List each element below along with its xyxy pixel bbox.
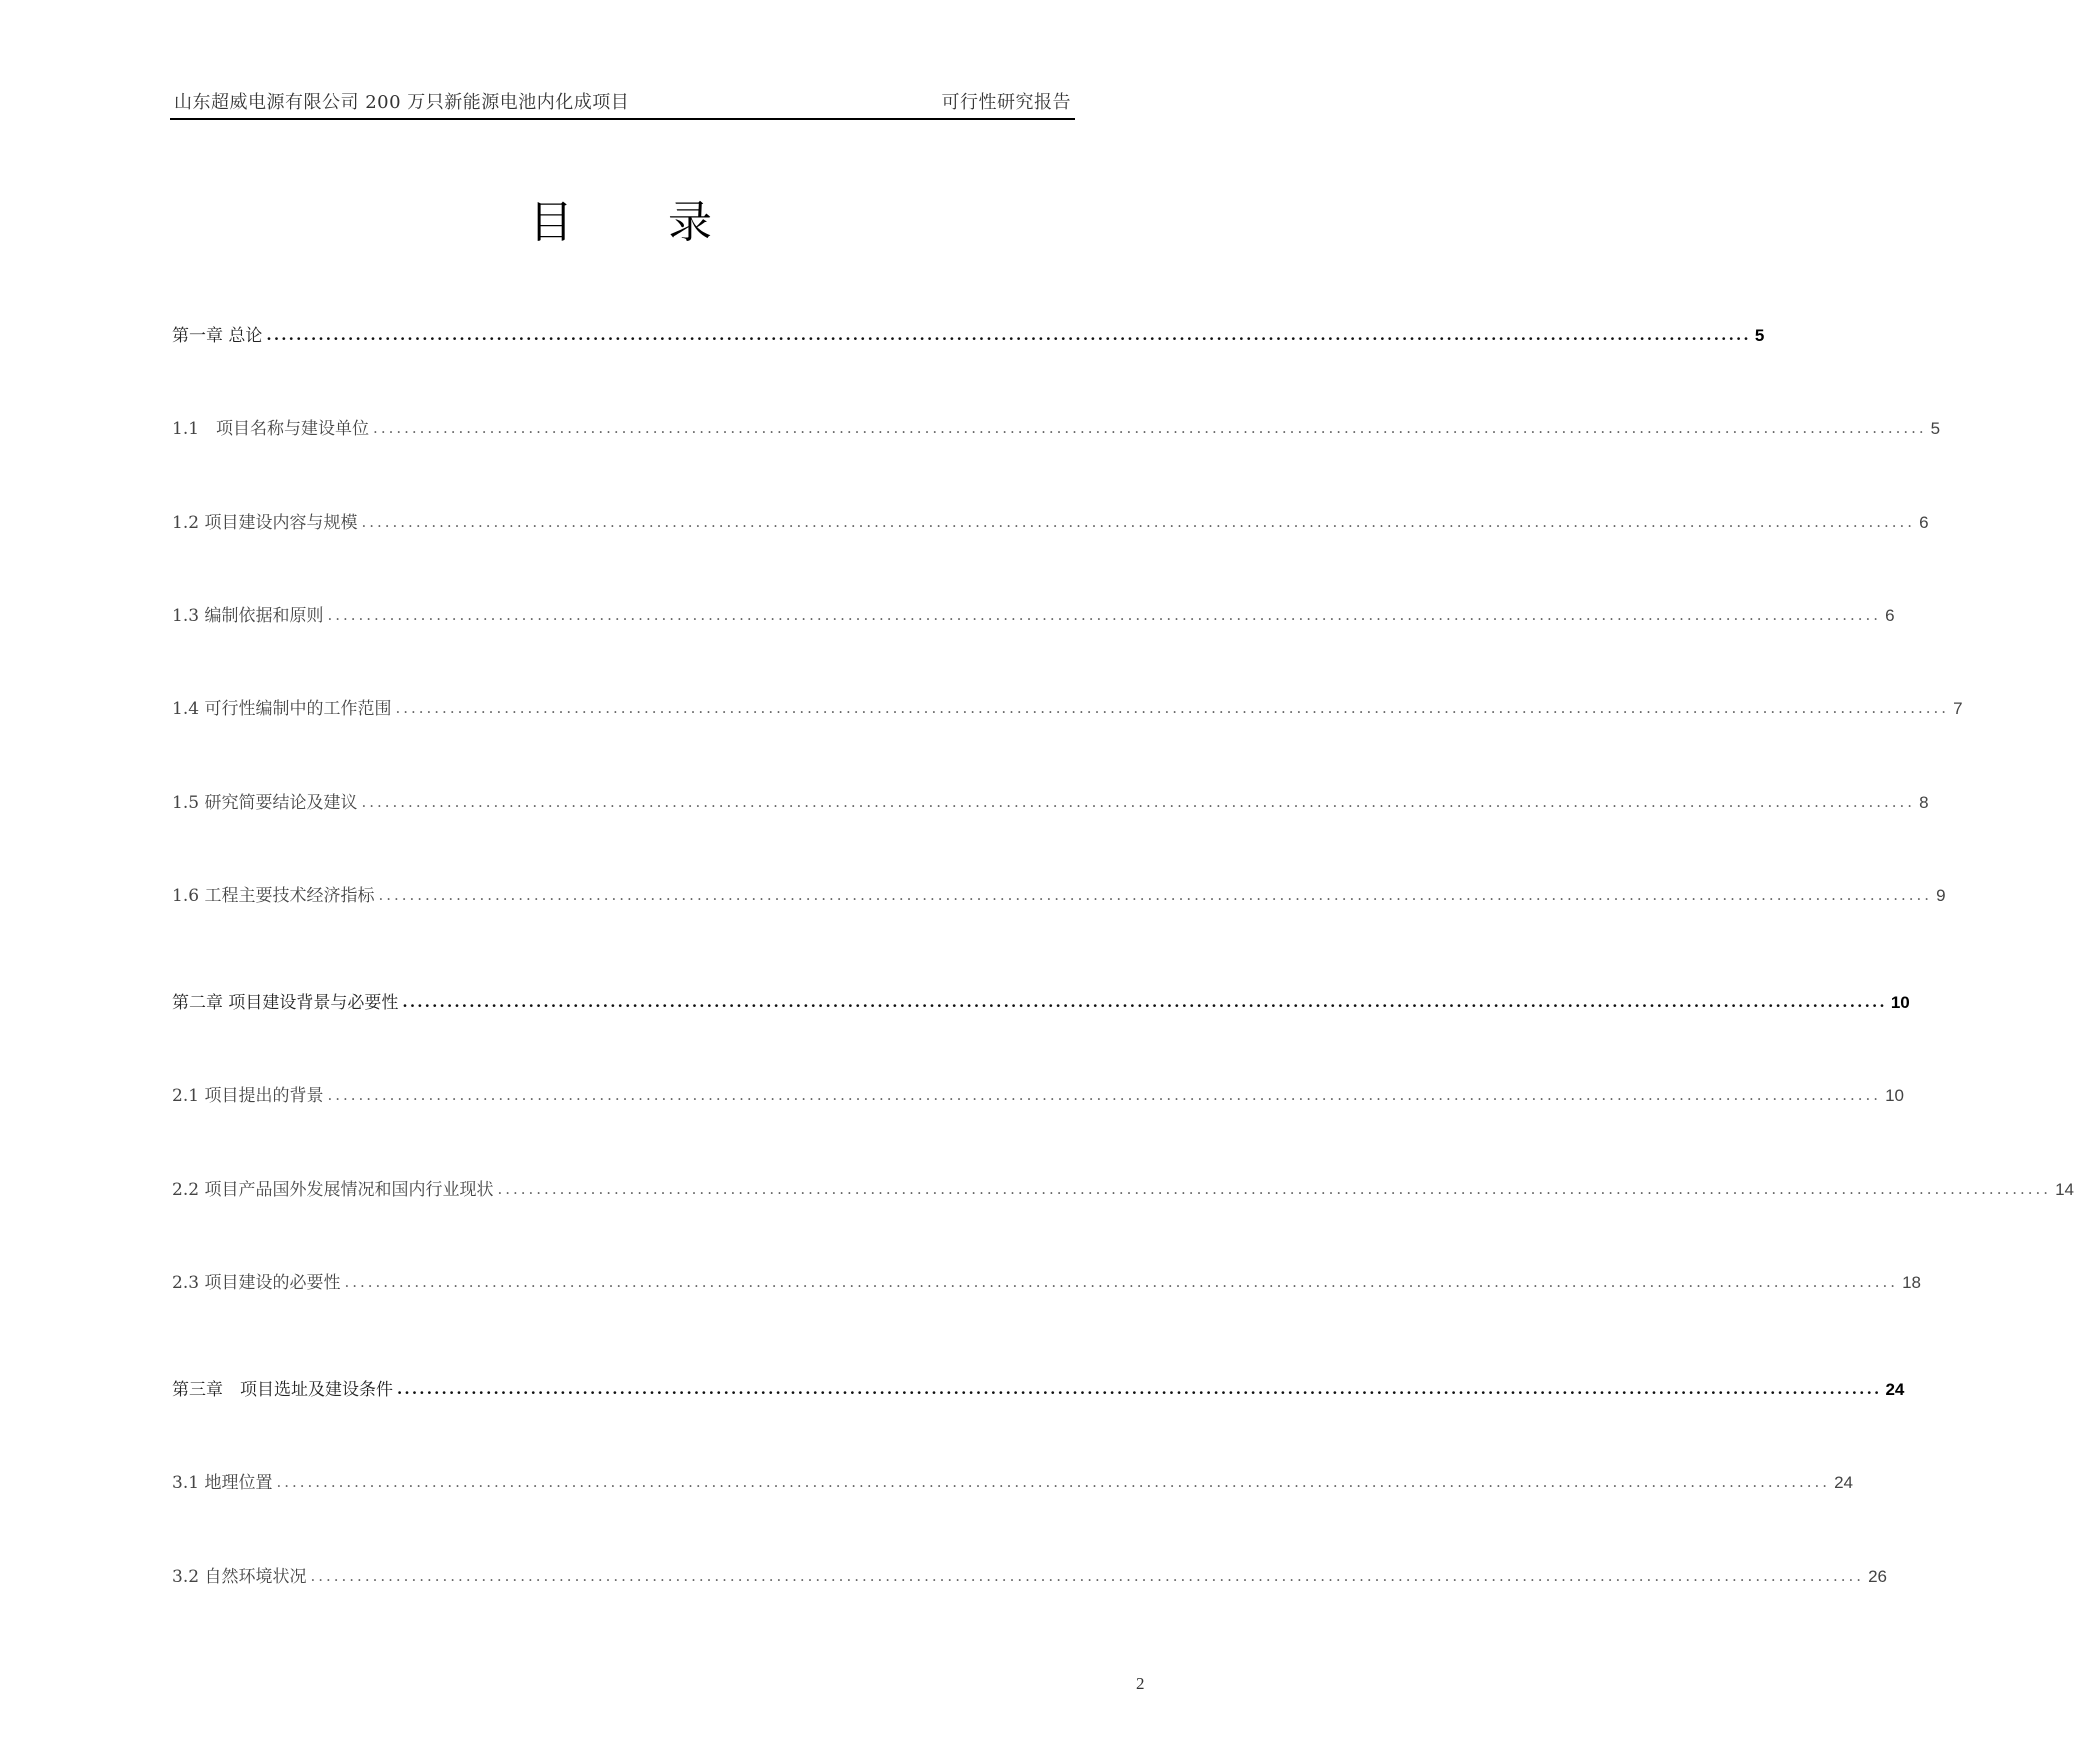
toc-entry-page: 10 [1890, 993, 1910, 1012]
toc-dot-leader: ........................................................................................................................................................................................................ [373, 419, 1927, 437]
toc-entry-label: 1.4 可行性编制中的工作范围 [172, 699, 392, 719]
toc-chapter-entry[interactable] [172, 985, 1910, 1013]
page-header [170, 88, 1075, 120]
toc-chapter-entry[interactable] [172, 1372, 1905, 1400]
toc-entry-label: 第三章 项目选址及建设条件 [172, 1380, 393, 1400]
toc-dot-leader: ........................................................................................................................................................................................................ [361, 513, 1916, 531]
toc-entry-page: 9 [1936, 886, 1946, 905]
toc-entry-label: 3.2 自然环境状况 [172, 1567, 307, 1587]
header-project-title: 山东超威电源有限公司 200 万只新能源电池内化成项目 [174, 92, 630, 113]
toc-dot-leader: ........................................................................................................................................................................................................ [402, 993, 1887, 1011]
toc-entry-label: 第一章 总论 [172, 326, 263, 346]
toc-entry-page: 6 [1885, 606, 1895, 625]
toc-entry-label: 1.5 研究简要结论及建议 [172, 793, 358, 813]
header-report-type: 可行性研究报告 [941, 92, 1071, 113]
toc-entry-label: 2.1 项目提出的背景 [172, 1086, 324, 1106]
toc-entry-label: 3.1 地理位置 [172, 1473, 273, 1493]
toc-entry-label: 1.2 项目建设内容与规模 [172, 513, 358, 533]
toc-dot-leader: ........................................................................................................................................................................................................ [327, 606, 1882, 624]
toc-entry-label: 2.2 项目产品国外发展情况和国内行业现状 [172, 1180, 494, 1200]
toc-entry-page: 18 [1902, 1273, 1921, 1292]
toc-entry-page: 26 [1868, 1567, 1887, 1586]
toc-entry-page: 7 [1953, 699, 1963, 718]
toc-entry-label: 1.3 编制依据和原则 [172, 606, 324, 626]
toc-dot-leader: ........................................................................................................................................................................................................ [378, 886, 1933, 904]
toc-section-entry[interactable] [172, 691, 1963, 719]
toc-section-entry[interactable] [172, 505, 1929, 533]
page-number: 2 [1136, 1674, 1145, 1693]
toc-entry-label: 2.3 项目建设的必要性 [172, 1273, 341, 1293]
toc-chapter-entry[interactable] [172, 318, 1765, 346]
toc-entry-label: 1.6 工程主要技术经济指标 [172, 886, 375, 906]
toc-dot-leader: ........................................................................................................................................................................................................ [497, 1180, 2052, 1198]
toc-entry-page: 10 [1885, 1086, 1904, 1105]
toc-dot-leader: ........................................................................................................................................................................................................ [361, 793, 1916, 811]
toc-section-entry[interactable] [172, 1078, 1904, 1106]
toc-dot-leader: ........................................................................................................................................................................................................ [344, 1273, 1899, 1291]
toc-dot-leader: ........................................................................................................................................................................................................ [310, 1567, 1865, 1585]
toc-entry-page: 24 [1834, 1473, 1853, 1492]
toc-section-entry[interactable] [172, 785, 1929, 813]
toc-title: 目录 [529, 197, 807, 248]
toc-dot-leader: ........................................................................................................................................................................................................ [327, 1086, 1882, 1104]
toc-entry-page: 8 [1919, 793, 1929, 812]
toc-dot-leader: ........................................................................................................................................................................................................ [266, 326, 1751, 344]
toc-section-entry[interactable] [172, 1172, 2074, 1200]
toc-entry-page: 6 [1919, 513, 1929, 532]
toc-section-entry[interactable] [172, 1465, 1853, 1493]
toc-dot-leader: ........................................................................................................................................................................................................ [395, 699, 1950, 717]
toc-entry-label: 1.1 项目名称与建设单位 [172, 419, 370, 439]
toc-entry-page: 5 [1754, 326, 1765, 345]
toc-section-entry[interactable] [172, 878, 1946, 906]
toc-section-entry[interactable] [172, 1559, 1887, 1587]
toc-dot-leader: ........................................................................................................................................................................................................ [276, 1473, 1831, 1491]
toc-entry-label: 第二章 项目建设背景与必要性 [172, 993, 399, 1013]
toc-entry-page: 14 [2055, 1180, 2074, 1199]
toc-entry-page: 5 [1930, 419, 1941, 438]
toc-section-entry[interactable] [172, 411, 1941, 439]
toc-section-entry[interactable] [172, 598, 1895, 626]
toc-entry-page: 24 [1885, 1380, 1905, 1399]
toc-section-entry[interactable] [172, 1265, 1921, 1293]
toc-dot-leader: ........................................................................................................................................................................................................ [397, 1380, 1882, 1398]
